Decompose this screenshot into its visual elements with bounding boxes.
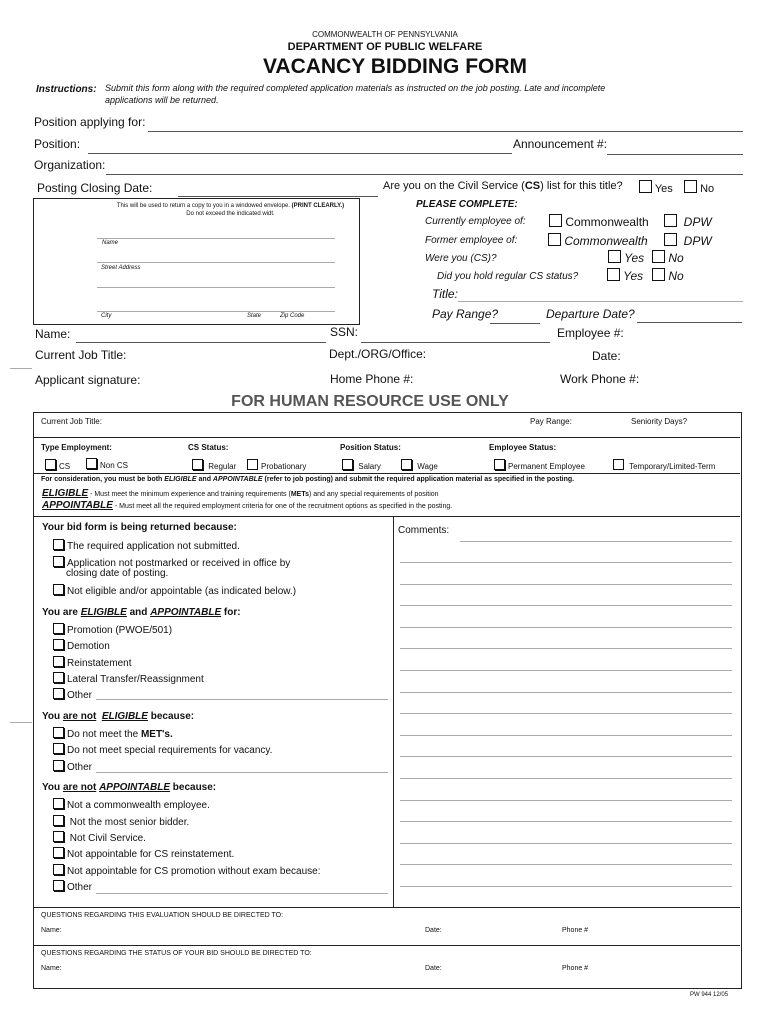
appointable-definition: APPOINTABLE - Must meet all the required employment criteria for one of the recruitment options as specified in the posting. (42, 500, 453, 511)
not-eligible-item-3[interactable]: Other (53, 760, 92, 773)
hr-divider (34, 945, 740, 946)
checkbox-icon (53, 847, 64, 858)
opt-salary[interactable]: Salary (342, 459, 381, 471)
current-commonwealth-option[interactable]: Commonwealth (549, 214, 649, 229)
pay-range-label: Pay Range? (432, 307, 499, 321)
cs-list-no[interactable]: No (684, 180, 714, 195)
not-appointable-item-3[interactable]: Not Civil Service. (53, 831, 146, 844)
envelope-name-field[interactable] (97, 262, 335, 263)
envelope-city-field[interactable] (97, 311, 335, 312)
status-date-label: Date: (425, 965, 442, 972)
announcement-field[interactable] (607, 154, 743, 155)
checkbox-icon (613, 459, 624, 470)
cs-list-yes[interactable]: Yes (639, 180, 673, 195)
envelope-street-field[interactable] (97, 287, 335, 288)
checkbox-icon (342, 459, 353, 470)
checkbox-icon (53, 656, 64, 667)
evaluation-name-label: Name: (41, 927, 62, 934)
currently-employee-label: Currently employee of: (425, 216, 526, 227)
hr-divider (34, 907, 740, 908)
comments-line[interactable] (400, 584, 732, 585)
were-you-cs-label: Were you (CS)? (425, 253, 497, 264)
checkbox-icon (53, 639, 64, 650)
checkbox-icon (664, 214, 677, 227)
checkbox-icon (664, 233, 677, 246)
work-phone-label: Work Phone #: (560, 372, 640, 386)
envelope-state-label: State (247, 313, 262, 319)
checkbox-icon (53, 539, 64, 550)
comments-line[interactable] (400, 864, 732, 865)
comments-line[interactable] (400, 821, 732, 822)
cs-status-label: CS Status: (188, 443, 229, 452)
position-label: Position: (34, 137, 81, 151)
opt-permanent[interactable]: Permanent Employee (494, 459, 585, 471)
comments-line[interactable] (400, 778, 732, 779)
returned-item-2-cont: closing date of posting. (66, 568, 169, 579)
hr-heading: FOR HUMAN RESOURCE USE ONLY (231, 393, 509, 410)
hr-pay-range: Pay Range: (530, 417, 572, 426)
opt-temporary[interactable]: Temporary/Limited-Term (613, 459, 715, 471)
comments-line[interactable] (400, 756, 732, 757)
checkbox-icon (53, 584, 64, 595)
eligible-definition: ELIGIBLE - Must meet the minimum experience and training requirements (METs) and any special requirements of position (42, 488, 439, 499)
checkbox-icon (53, 880, 64, 891)
position-applying-field[interactable] (148, 131, 743, 132)
envelope-top-line[interactable] (97, 238, 335, 239)
were-cs-no[interactable]: No (652, 250, 684, 265)
posting-closing-label: Posting Closing Date: (37, 181, 153, 195)
checkbox-icon (53, 688, 64, 699)
not-appointable-item-4[interactable]: Not appointable for CS reinstatement. (53, 847, 234, 860)
regular-cs-status-label: Did you hold regular CS status? (437, 271, 579, 282)
comments-line[interactable] (400, 627, 732, 628)
returned-item-2[interactable]: Application not postmarked or received in office by (53, 556, 290, 569)
former-title-label: Title: (432, 287, 458, 301)
checkbox-icon (549, 214, 562, 227)
not-appointable-heading: You are not APPOINTABLE because: (42, 782, 217, 793)
checkbox-icon (192, 459, 203, 470)
current-job-title-label: Current Job Title: (35, 348, 127, 362)
not-appointable-item-6[interactable]: Other (53, 880, 92, 893)
returned-heading: Your bid form is being returned because: (42, 522, 237, 533)
checkbox-icon (684, 180, 697, 193)
not-eligible-heading: You are not ELIGIBLE because: (42, 711, 195, 722)
hr-divider (34, 516, 740, 517)
type-employment-label: Type Employment: (41, 443, 112, 452)
returned-item-3[interactable]: Not eligible and/or appointable (as indicated below.) (53, 584, 296, 597)
checkbox-icon (548, 233, 561, 246)
comments-label: Comments: (398, 525, 450, 536)
checkbox-icon (53, 672, 64, 683)
former-commonwealth-option[interactable]: Commonwealth (548, 233, 648, 248)
pay-range-field[interactable] (490, 323, 540, 324)
hr-divider (34, 437, 740, 438)
hr-divider (34, 473, 740, 474)
checkbox-icon (53, 556, 64, 567)
not-eligible-other-field[interactable] (96, 772, 388, 773)
eligible-for-item-4[interactable]: Lateral Transfer/Reassignment (53, 672, 204, 685)
envelope-name-label: Name (102, 240, 119, 246)
envelope-zip-label: Zip Code (280, 313, 305, 319)
opt-cs[interactable]: CS (45, 459, 70, 471)
instructions-line-1: Submit this form along with the required completed application materials as instructed on the job posting. Late and incomplete (105, 83, 606, 93)
were-cs-yes[interactable]: Yes (608, 250, 644, 265)
comments-line[interactable] (400, 713, 732, 714)
checkbox-icon (53, 743, 64, 754)
comments-line[interactable] (460, 541, 732, 542)
eligible-for-item-2[interactable]: Demotion (53, 639, 110, 652)
checkbox-icon (53, 760, 64, 771)
comments-line[interactable] (400, 562, 732, 563)
employee-number-label: Employee #: (557, 326, 624, 340)
eligible-other-field[interactable] (96, 699, 388, 700)
questions-evaluation: QUESTIONS REGARDING THIS EVALUATION SHOULD BE DIRECTED TO: (41, 912, 284, 919)
applicant-signature-label: Applicant signature: (35, 373, 141, 387)
column-divider (393, 517, 394, 907)
margin-mark (10, 722, 32, 723)
comments-line[interactable] (400, 692, 732, 693)
status-phone-label: Phone # (562, 965, 589, 972)
departure-date-label: Departure Date? (546, 307, 635, 321)
evaluation-phone-label: Phone # (562, 927, 589, 934)
comments-line[interactable] (400, 735, 732, 736)
comments-line[interactable] (400, 670, 732, 671)
please-complete-heading: PLEASE COMPLETE: (416, 199, 518, 210)
opt-wage[interactable]: Wage (401, 459, 438, 471)
checkbox-icon (86, 458, 97, 469)
checkbox-icon (53, 815, 64, 826)
status-name-label: Name: (41, 965, 62, 972)
checkbox-icon (401, 459, 412, 470)
former-title-field[interactable] (458, 301, 743, 302)
page-title: VACANCY BIDDING FORM (262, 55, 528, 78)
checkbox-icon (53, 831, 64, 842)
instructions-label: Instructions: (36, 84, 97, 95)
name-label: Name: (35, 327, 71, 341)
opt-regular[interactable]: Regular (192, 459, 236, 471)
checkbox-icon (53, 798, 64, 809)
margin-mark (10, 368, 32, 369)
ssn-label: SSN: (330, 325, 359, 339)
questions-status: QUESTIONS REGARDING THE STATUS OF YOUR BID SHOULD BE DIRECTED TO: (41, 950, 312, 957)
checkbox-icon (494, 459, 505, 470)
current-dpw-option[interactable]: DPW (664, 214, 712, 229)
instructions-line-2: applications will be returned. (105, 95, 219, 105)
comments-line[interactable] (400, 605, 732, 606)
hr-seniority-days: Seniority Days? (631, 417, 688, 426)
eligible-for-item-1[interactable]: Promotion (PWOE/501) (53, 623, 172, 636)
comments-line[interactable] (400, 843, 732, 844)
not-appointable-item-1[interactable]: Not a commonwealth employee. (53, 798, 210, 811)
comments-line[interactable] (400, 886, 732, 887)
opt-non-cs[interactable]: Non CS (86, 458, 128, 470)
checkbox-icon (53, 727, 64, 738)
eligible-for-item-5[interactable]: Other (53, 688, 92, 701)
envelope-city-label: City (101, 313, 112, 319)
checkbox-icon (652, 250, 665, 263)
regular-cs-no[interactable]: No (652, 268, 684, 283)
not-appointable-item-5[interactable]: Not appointable for CS promotion without exam because: (53, 864, 320, 877)
home-phone-label: Home Phone #: (330, 372, 414, 386)
checkbox-icon (45, 459, 56, 470)
evaluation-date-label: Date: (425, 927, 442, 934)
consideration-text: For consideration, you must be both ELIGIBLE and APPOINTABLE (refer to job posting) and submit the required application material as specified in the posting. (41, 476, 575, 483)
checkbox-icon (607, 268, 620, 281)
form-number: PW 944 12/05 (690, 992, 729, 998)
position-applying-label: Position applying for: (34, 115, 146, 129)
comments-line[interactable] (400, 648, 732, 649)
not-appointable-other-field[interactable] (96, 893, 388, 894)
not-eligible-item-2[interactable]: Do not meet special requirements for vacancy. (53, 743, 272, 756)
commonwealth-heading: COMMONWEALTH OF PENNSYLVANIA (312, 30, 458, 39)
announcement-label: Announcement #: (513, 137, 608, 151)
opt-probationary[interactable]: Probationary (247, 459, 306, 471)
employee-status-label: Employee Status: (489, 443, 557, 452)
organization-field[interactable] (106, 174, 743, 175)
not-eligible-item-1[interactable]: Do not meet the MET's. (53, 727, 173, 740)
envelope-instruction-1: This will be used to return a copy to you in a windowed envelope. (PRINT CLEARLY.) (116, 203, 345, 209)
checkbox-icon (53, 623, 64, 634)
name-field[interactable] (76, 342, 326, 343)
dept-org-office-label: Dept./ORG/Office: (329, 347, 427, 361)
civil-service-question: Are you on the Civil Service (CS) list for this title? (383, 180, 623, 192)
envelope-instruction-2: Do not exceed the indicated widt. (186, 211, 275, 217)
eligible-for-heading: You are ELIGIBLE and APPOINTABLE for: (42, 607, 241, 618)
checkbox-icon (639, 180, 652, 193)
regular-cs-yes[interactable]: Yes (607, 268, 643, 283)
organization-label: Organization: (34, 158, 106, 172)
posting-closing-field[interactable] (178, 196, 378, 197)
departure-date-field[interactable] (637, 322, 742, 323)
date-label: Date: (592, 349, 621, 363)
returned-item-1[interactable]: The required application not submitted. (53, 539, 240, 552)
department-heading: DEPARTMENT OF PUBLIC WELFARE (287, 41, 483, 53)
former-employee-label: Former employee of: (425, 235, 518, 246)
envelope-street-label: Street Address (101, 265, 141, 271)
ssn-field[interactable] (361, 342, 550, 343)
hr-current-job-title: Current Job Title: (41, 417, 102, 426)
position-status-label: Position Status: (340, 443, 401, 452)
former-dpw-option[interactable]: DPW (664, 233, 712, 248)
checkbox-icon (247, 459, 258, 470)
eligible-for-item-3[interactable]: Reinstatement (53, 656, 131, 669)
checkbox-icon (53, 864, 64, 875)
comments-line[interactable] (400, 800, 732, 801)
checkbox-icon (652, 268, 665, 281)
position-field[interactable] (88, 153, 512, 154)
not-appointable-item-2[interactable]: Not the most senior bidder. (53, 815, 189, 828)
checkbox-icon (608, 250, 621, 263)
